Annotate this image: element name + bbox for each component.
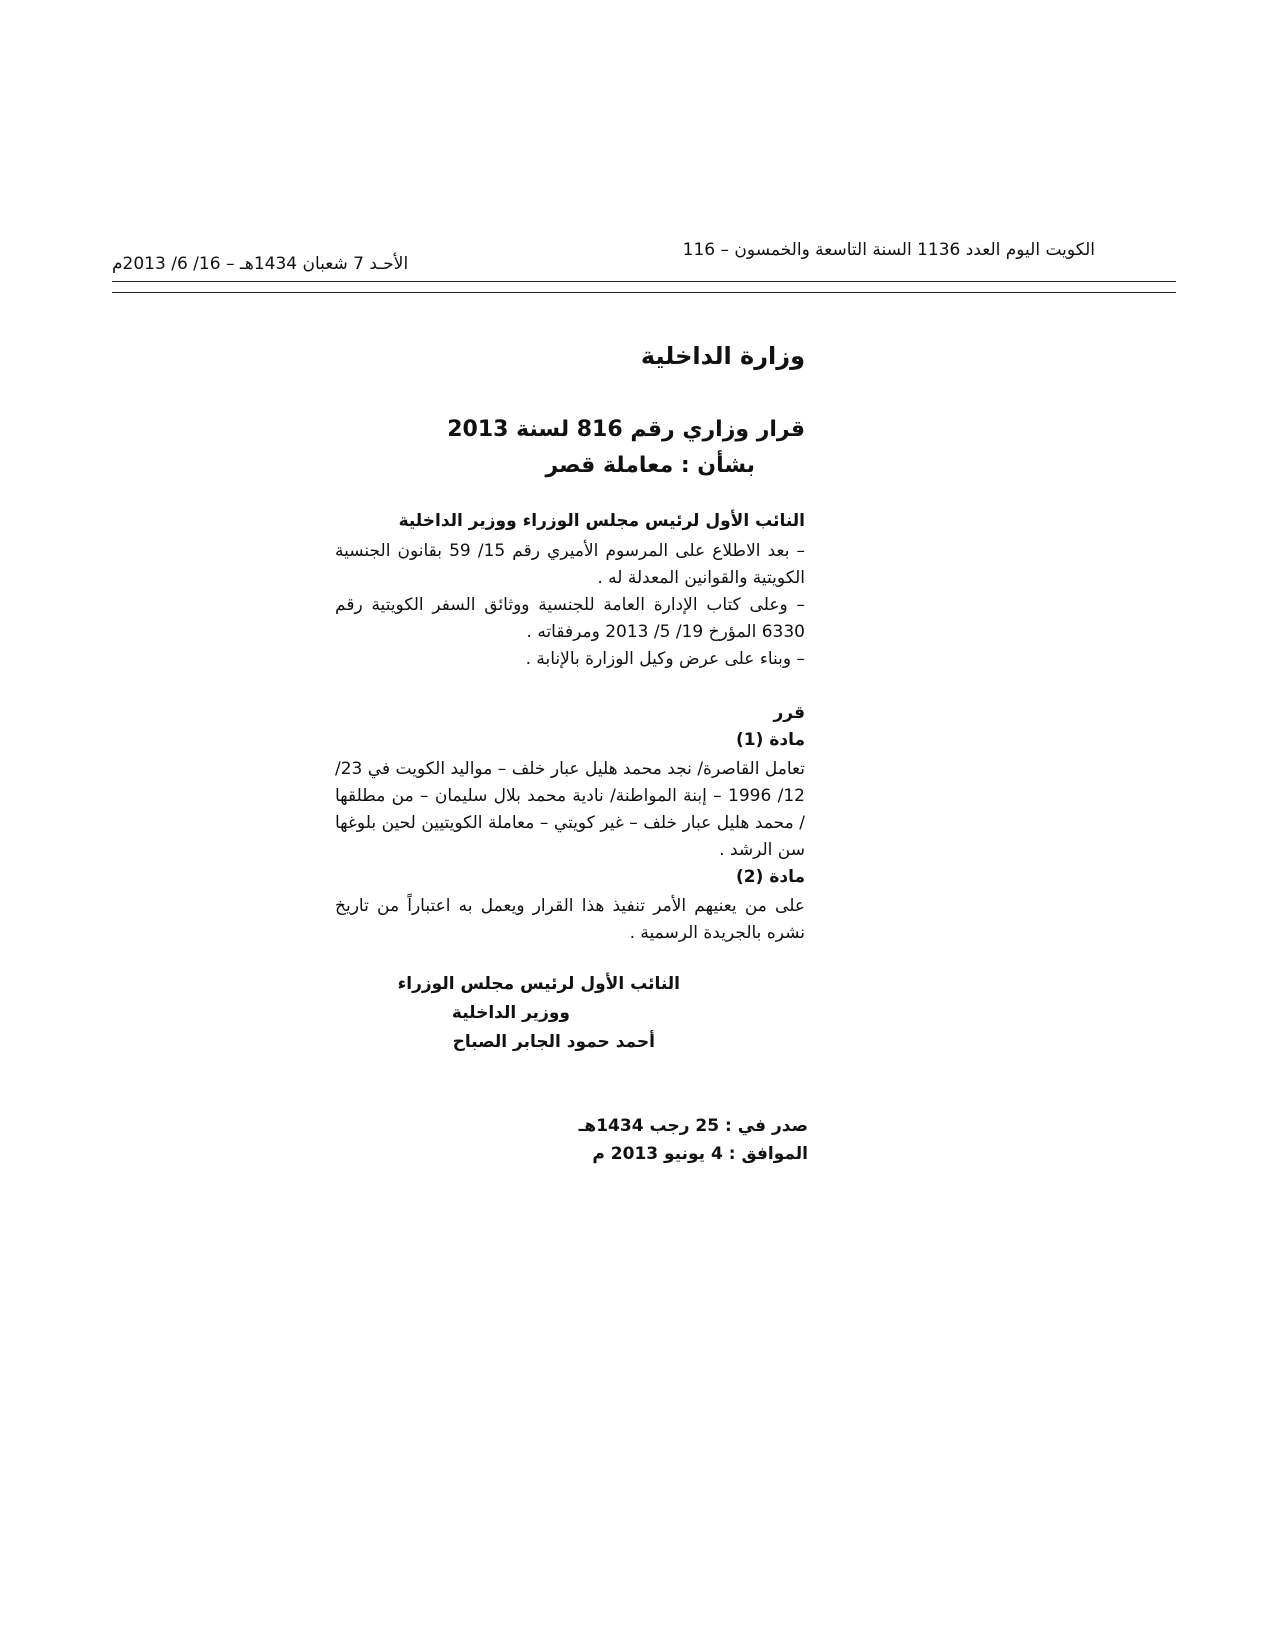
ministry-name: وزارة الداخلية xyxy=(640,342,805,370)
decision-subject: بشأن : معاملة قصر xyxy=(545,453,755,478)
preamble-item: – وعلى كتاب الإدارة العامة للجنسية ووثائق السفر الكويتية رقم 6330 المؤرخ 19/ 5/ 2013 ومرفقاته . xyxy=(335,595,805,642)
decided-heading: قرر xyxy=(773,703,805,723)
preamble-authority: النائب الأول لرئيس مجلس الوزراء ووزير الداخلية xyxy=(398,511,805,531)
article-2-text: على من يعنيهم الأمر تنفيذ هذا القرار ويعمل به اعتباراً من تاريخ نشره بالجريدة الرسمية . xyxy=(335,896,805,943)
signature-title-line2: ووزير الداخلية xyxy=(451,1003,570,1023)
issue-date-gregorian: الموافق : 4 يونيو 2013 م xyxy=(592,1144,808,1164)
signature-title-line1: النائب الأول لرئيس مجلس الوزراء xyxy=(397,974,680,994)
preamble xyxy=(335,508,805,673)
signature-block xyxy=(360,970,680,1057)
article-1-heading: مادة (1) xyxy=(736,730,805,750)
issue-date-hijri: صدر في : 25 رجب 1434هـ xyxy=(578,1116,808,1136)
gazette-issue-header: الكويت اليوم العدد 1136 السنة التاسعة والخمسون – 116 xyxy=(682,240,1095,260)
decision-title: قرار وزاري رقم 816 لسنة 2013 xyxy=(447,417,805,442)
decided-block xyxy=(335,700,805,947)
article-2-heading: مادة (2) xyxy=(736,867,805,887)
header-rule-top xyxy=(112,281,1176,282)
header-rule-bottom xyxy=(112,292,1176,293)
issue-date-block xyxy=(488,1112,808,1168)
article-1-text: تعامل القاصرة/ نجد محمد هليل عبار خلف – مواليد الكويت في 23/ 12/ 1996 – إبنة المواطنة/ نادية محمد بلال سليمان – من مطلقها / محمد هليل عبار خلف – غير كويتي – معاملة الكويتيين لحين بلوغها سن الرشد . xyxy=(335,759,805,860)
gazette-date-header: الأحـد 7 شعبان 1434هـ – 16/ 6/ 2013م xyxy=(112,254,409,274)
signatory-name: أحمد حمود الجابر الصباح xyxy=(452,1032,655,1052)
preamble-item: – وبناء على عرض وكيل الوزارة بالإنابة . xyxy=(525,649,805,669)
decision-title-block xyxy=(285,412,805,484)
preamble-item: – بعد الاطلاع على المرسوم الأميري رقم 15/ 59 بقانون الجنسية الكويتية والقوانين المعدلة له . xyxy=(335,541,806,588)
